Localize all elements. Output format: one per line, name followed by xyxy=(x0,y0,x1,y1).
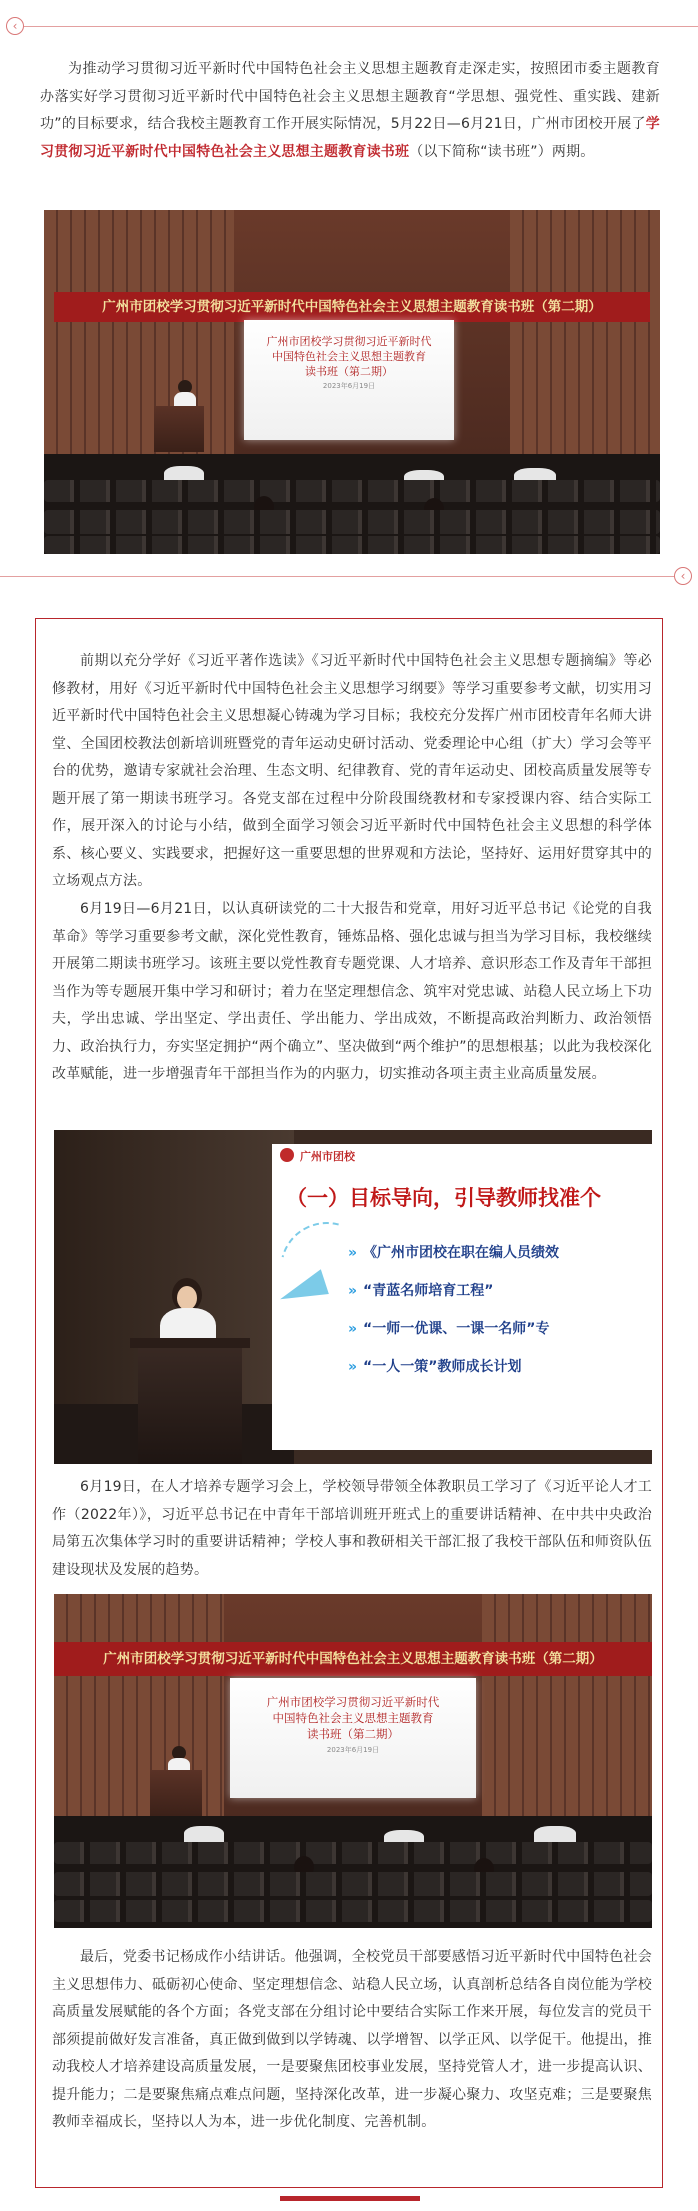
slide-item: » “一人一策”教师成长计划 xyxy=(348,1359,522,1375)
photo-talent-training-lecture xyxy=(54,1130,652,1464)
chevron-left-icon: ‹ xyxy=(6,17,24,35)
podium xyxy=(154,406,204,452)
paragraph-second-phase: 6月19日—6月21日，以认真研读党的二十大报告和党章，用好习近平总书记《论党的自我革命》等学习重要参考文献，深化党性教育，锤炼品格、强化忠诚与担当为学习目标，我校继续开展第二期读书班学习。该班主要以党性教育专题党课、人才培养、意识形态工作及青年干部担当作为等专题展开集中学习和研讨；着力在坚定理想信念、筑牢对党忠诚、站稳人民立场上下功夫，学出忠诚、学出坚定、学出责任、学出能力、学出成效，不断提高政治判断力、政治领悟力、政治执行力，夯实坚定拥护“两个确立”、坚决做到“两个维护”的思想根基；以此为我校深化改革赋能，进一步增强青年干部担当作为的内驱力，切实推动各项主责主业高质量发展。 xyxy=(52,901,652,1082)
screen-line: 中国特色社会主义思想主题教育 xyxy=(272,350,426,363)
photo-reading-class-audience xyxy=(54,1594,652,1928)
slide-screen xyxy=(272,1144,652,1450)
chevron-right-icon: » xyxy=(348,1245,358,1261)
projection-screen xyxy=(244,320,454,440)
slide-org: 广州市团校 xyxy=(300,1150,355,1163)
paragraph-first-phase: 前期以充分学好《习近平著作选读》《习近平新时代中国特色社会主义思想专题摘编》等必修教材，用好《习近平新时代中国特色社会主义思想学习纲要》等学习重要参考文献，切实用习近平新时代中国特色社会主义思想凝心铸魂为学习目标；我校充分发挥广州市团校青年名师大讲堂、全国团校教法创新培训班暨党的青年运动史研讨活动、党委理论中心组（扩大）学习会等平台的优势，邀请专家就社会治理、生态文明、纪律教育、党的青年运动史、团校高质量发展等专题开展了第一期读书班学习。各党支部在过程中分阶段围绕教材和专家授课内容、结合实际工作，展开深入的讨论与小结，做到全面学习领会习近平新时代中国特色社会主义思想的科学体系、核心要义、实践要求，把握好这一重要思想的世界观和方法论，坚持好、运用好贯穿其中的立场观点方法。 xyxy=(52,653,652,889)
intro-text-end: （以下简称“读书班”）两期。 xyxy=(409,143,595,160)
slide-title: （一）目标导向，引导教师找准个 xyxy=(286,1186,601,1210)
chevron-right-icon: » xyxy=(348,1321,358,1337)
screen-line: 中国特色社会主义思想主题教育 xyxy=(272,1711,434,1725)
screen-line: 广州市团校学习贯彻习近平新时代 xyxy=(266,335,432,348)
projection-screen xyxy=(230,1678,476,1798)
slide-item: » “青蓝名师培育工程” xyxy=(348,1283,494,1299)
podium xyxy=(138,1342,242,1464)
screen-line: 广州市团校学习贯彻习近平新时代 xyxy=(266,1695,440,1709)
divider-line xyxy=(24,26,698,27)
intro-paragraph xyxy=(40,56,660,166)
screen-line: 读书班（第二期） xyxy=(305,365,393,378)
banner: 广州市团校学习贯彻习近平新时代中国特色社会主义思想主题教育读书班（第二期） xyxy=(54,292,650,322)
slide-item: » “一师一优课、一课一名师”专 xyxy=(348,1321,550,1337)
logo-icon xyxy=(280,1148,294,1162)
banner: 广州市团校学习贯彻习近平新时代中国特色社会主义思想主题教育读书班（第二期） xyxy=(54,1642,652,1676)
podium xyxy=(150,1770,202,1818)
slide-item: » 《广州市团校在职在编人员绩效 xyxy=(348,1245,560,1261)
chevron-right-icon: » xyxy=(348,1359,358,1375)
screen-date: 2023年6月19日 xyxy=(326,1746,380,1754)
screen-line: 读书班（第二期） xyxy=(307,1727,399,1741)
photo-reading-class-hall xyxy=(44,210,660,554)
intro-text: 为推动学习贯彻习近平新时代中国特色社会主义思想主题教育走深走实，按照团市委主题教育办落实好学习贯彻习近平新时代中国特色社会主义思想主题教育“学思想、强党性、重实践、建新功”的目标要求，结合我校主题教育工作开展实际情况，5月22日—6月21日，广州市团校开展了 xyxy=(40,61,660,132)
screen-date: 2023年6月19日 xyxy=(322,382,376,390)
top-divider xyxy=(0,14,698,40)
paragraph-summary-speech: 最后，党委书记杨成作小结讲话。他强调，全校党员干部要感悟习近平新时代中国特色社会主义思想伟力、砥砺初心使命、坚定理想信念、站稳人民立场，认真剖析总结各自岗位能为学校高质量发展赋能的各个方面；各党支部在分组讨论中要结合实际工作来开展，每位发言的党员干部须提前做好发言准备，真正做到做到以学铸魂、以学增智、以学正风、以学促干。他提出，推动我校人才培养建设高质量发展，一是要聚焦团校事业发展，坚持党管人才，进一步提高认识、提升能力；二是要聚焦痛点难点问题，坚持深化改革，进一步凝心聚力、攻坚克难；三是要聚焦教师幸福成长，坚持以人为本，进一步优化制度、完善机制。 xyxy=(52,1949,652,2130)
paragraph-talent-meeting: 6月19日，在人才培养专题学习会上，学校领导带领全体教职员工学习了《习近平论人才工作（2022年）》，习近平总书记在中青年干部培训班开班式上的重要讲话精神、在中共中央政治局第五次集体学习时的重要讲话精神；学校人事和教研相关干部汇报了我校干部队伍和师资队伍建设现状及发展的趋势。 xyxy=(52,1479,652,1578)
chevron-left-icon: ‹ xyxy=(674,567,692,585)
divider-line xyxy=(0,576,674,577)
section-divider xyxy=(0,564,698,590)
chevron-right-icon: » xyxy=(348,1283,358,1299)
reading-class-highlight: 学习贯彻习近平新时代中国特色社会主义思想主题教育读书班 xyxy=(40,116,660,160)
bottom-accent-bar xyxy=(280,2196,420,2201)
